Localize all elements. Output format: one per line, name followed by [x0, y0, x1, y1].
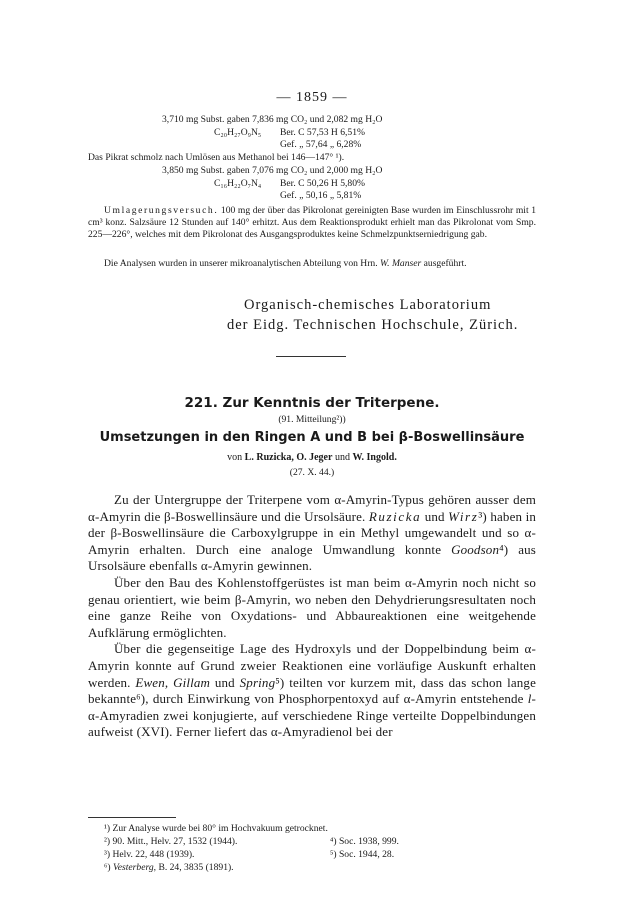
analysis2-ber: Ber. C 50,26 H 5,80% — [280, 178, 366, 189]
body-paragraph-2: Über den Bau des Kohlenstoffgerüstes ist man beim α-Amyrin noch nicht so genau orientiert, wie beim β-Amyrin, wo neben den Dehydrierungsresultaten noch eine ganze Reihe von Oxydations- und Abbaureaktionen eine weitgehende Aufklärung ermöglichten. — [88, 574, 536, 640]
footnote-3: ³) Helv. 22, 448 (1939). — [104, 849, 195, 860]
footnote-6-ref: , B. 24, 3835 (1891). — [153, 862, 234, 873]
analysen-note-name: W. Manser — [380, 258, 422, 269]
analysis1-formula: C₂₀H₂₇O₉N₅ — [214, 127, 262, 138]
footnote-6-name: Vesterberg — [112, 862, 154, 873]
p3-authors: Ewen, Gillam — [135, 674, 211, 690]
footnote-6-mark: ⁶) — [104, 862, 113, 873]
article-body — [88, 492, 536, 741]
umlagerung-label: Umlagerungsversuch. — [104, 205, 219, 216]
p1-text-a: Zu der Untergruppe der Triterpene vom α-Amyrin-Typus gehören ausser dem α-Amyrin die β-Boswellinsäure und die Ursolsäure. — [88, 492, 536, 524]
analysen-note-text: Die Analysen wurden in unserer mikroanalytischen Abteilung von Hrn. — [104, 258, 381, 269]
body-paragraph-1 — [88, 492, 536, 575]
footnote-4: ⁴) Soc. 1938, 999. — [330, 836, 399, 847]
analysen-note-tail: ausgeführt. — [421, 258, 467, 269]
p3-text-a: Über die gegenseitige Lage des Hydroxyls und der Doppelbindung beim α-Amyrin konnte auf Grund zweier Reaktionen eine vorläufige Auskunft erhalten werden. — [88, 641, 536, 690]
footnote-1: ¹) Zur Analyse wurde bei 80° im Hochvakuum getrocknet. — [104, 823, 328, 834]
p3-text-c: -α-Amyradien zwei konjugierte, auf verschiedene Ringe verteilte Doppelbindungen aufweist (XVI). Ferner liefert das α-Amyradienol bei der — [88, 691, 536, 740]
umlagerung-paragraph — [88, 205, 536, 241]
pikrat-line: Das Pikrat schmolz nach Umlösen aus Methanol bei 146—147° ¹). — [88, 152, 345, 163]
article-mitteilung: (91. Mitteilung²)) — [278, 414, 346, 425]
footnote-2: ²) 90. Mitt., Helv. 27, 1532 (1944). — [104, 836, 238, 847]
authors-names-2: W. Ingold. — [352, 452, 397, 463]
body-paragraph-3 — [88, 641, 536, 741]
p3-l: l — [527, 691, 532, 707]
authors-und: und — [332, 452, 353, 463]
authors-prefix: von — [227, 452, 245, 463]
p3-und: und — [210, 674, 240, 690]
lab-line1: Organisch-chemisches Laboratorium — [244, 297, 492, 313]
analysis1-ber: Ber. C 57,53 H 6,51% — [280, 127, 366, 138]
footnote-rule — [88, 817, 176, 818]
p1-wirz: Wirz — [448, 508, 479, 524]
p3-spring: Spring — [239, 674, 276, 690]
analysis2-gef: Gef. „ 50,16 „ 5,81% — [280, 190, 362, 201]
analysis2-line: 3,850 mg Subst. gaben 7,076 mg CO₂ und 2,000 mg H₂O — [162, 165, 383, 176]
footnote-6 — [104, 862, 234, 874]
p1-text-b: und — [421, 508, 449, 524]
umlagerung-text: 100 mg der über das Pikrolonat gereinigten Base wurden im Einschlussrohr mit 1 cm³ konz. Salzsäure 12 Stunden auf 140° erhitzt. Aus dem Reaktionsprodukt erhielt man das Pikrolonat vom Smp. 225—226°, welches mit dem Pikrolonat des Ausgangsproduktes keine Schmelzpunktserniedrigung gab. — [88, 205, 536, 240]
p1-ruzicka: Ruzicka — [368, 508, 422, 524]
lab-line2: der Eidg. Technischen Hochschule, Zürich. — [227, 317, 519, 333]
article-subtitle: Umsetzungen in den Ringen A und B bei β-Boswellinsäure — [99, 430, 525, 445]
p1-text-c: ³) haben in der β-Boswellinsäure die Carboxylgruppe in ein Methyl umgewandelt und so α-Amyrin erhalten. Durch eine analoge Umwandlung konnte — [88, 508, 537, 557]
article-authors — [0, 452, 624, 463]
analysen-note — [88, 258, 536, 270]
p1-goodson: Goodson — [451, 541, 500, 557]
section-divider — [276, 356, 346, 357]
article-title: 221. Zur Kenntnis der Triterpene. — [184, 395, 440, 411]
page-number: — 1859 — — [276, 90, 348, 105]
analysis1-line: 3,710 mg Subst. gaben 7,836 mg CO₂ und 2,082 mg H₂O — [162, 114, 383, 125]
p3-text-b: ⁵) teilten vor kurzem mit, dass das schon lange bekannte⁶), durch Einwirkung von Phosphorpentoxyd auf α-Amyrin entstehende — [88, 674, 536, 707]
analysis2-formula: C₁₆H₂₂O₇N₄ — [214, 178, 262, 189]
article-date: (27. X. 44.) — [289, 467, 335, 478]
authors-names: L. Ruzicka, O. Jeger — [244, 452, 333, 463]
footnote-5: ⁵) Soc. 1944, 28. — [330, 849, 395, 860]
p1-text-d: ⁴) aus Ursolsäure ebenfalls α-Amyrin gewinnen. — [88, 541, 537, 574]
analysis1-gef: Gef. „ 57,64 „ 6,28% — [280, 139, 362, 150]
